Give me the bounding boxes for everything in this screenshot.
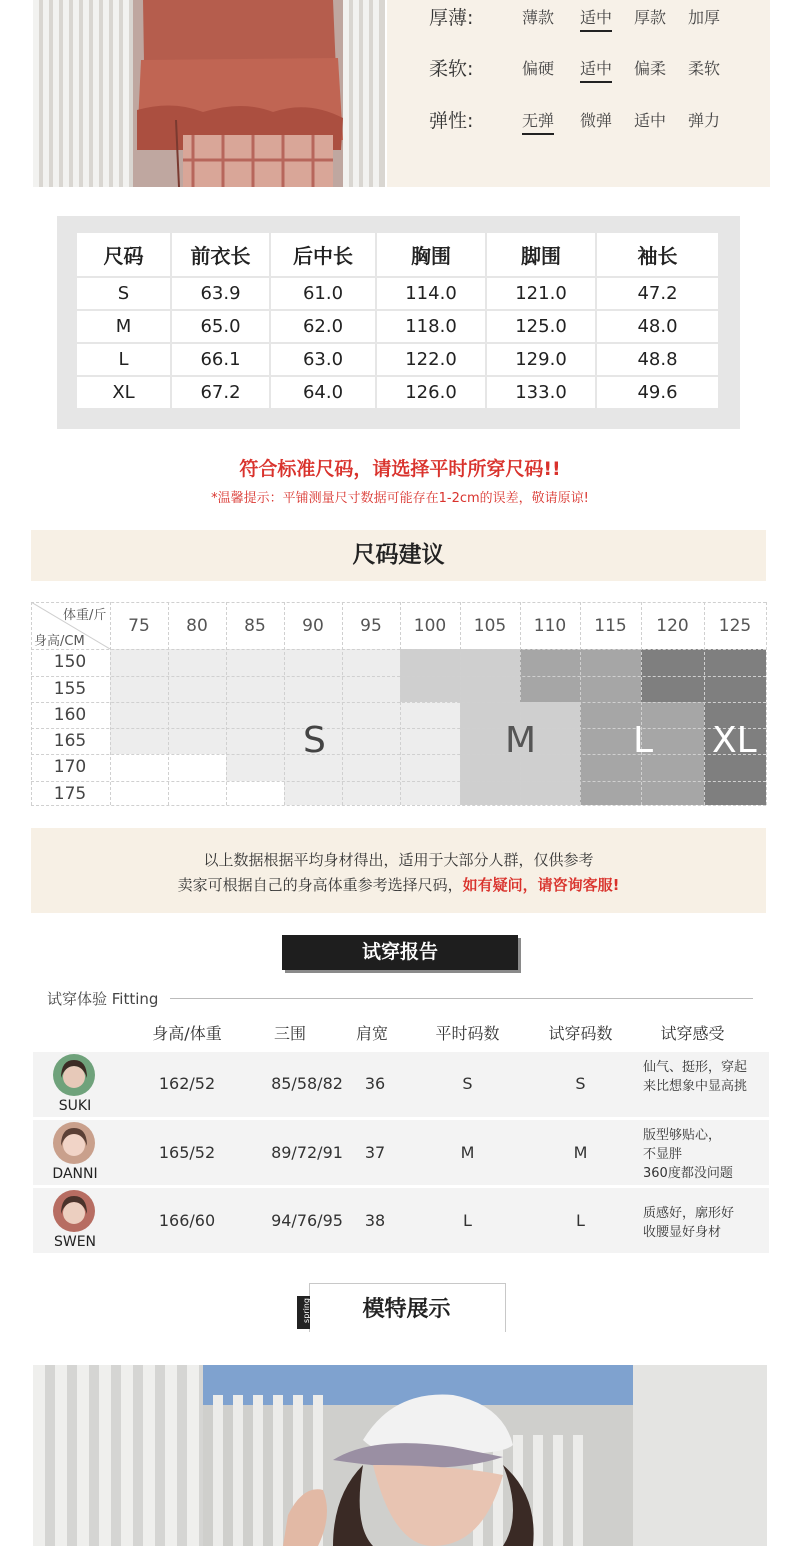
tester-name: SUKI [58,1098,92,1114]
fit-header-usual-size: 平时码数 [435,1024,500,1043]
size-table-cell: 133.0 [487,377,595,408]
attribute-option: 加厚 [688,8,721,27]
tester-measurements: 89/72/91 [271,1143,343,1162]
size-table-header [77,233,718,276]
fitting-row [33,1120,769,1185]
attribute-label: 柔软: [429,58,474,80]
size-table-cell: 125.0 [487,311,595,342]
reference-note-text: 卖家可根据自己的身高体重参考选择尺码， [177,876,463,894]
fit-header-feeling: 试穿感受 [660,1024,725,1043]
weight-label: 120 [656,616,689,636]
size-table-row [77,311,718,342]
spring-tag-text: spring [301,1298,311,1323]
attribute-option: 微弹 [580,111,613,130]
size-label-xl: XL [712,720,757,761]
tester-tried-size: S [575,1074,586,1093]
grid-line [766,602,767,805]
size-table-cell: 114.0 [377,278,485,309]
tester-name: SWEN [53,1234,97,1250]
fit-header-tried-size: 试穿码数 [548,1024,613,1043]
product-photo-top [33,0,385,187]
zone-s-bottom2 [284,781,460,805]
tester-height-weight: 162/52 [158,1074,216,1093]
fit-header-shoulder: 肩宽 [355,1024,388,1043]
size-table-cell: 62.0 [271,311,375,342]
weight-label: 105 [473,616,507,636]
size-table-header-cell: 尺码 [77,233,170,276]
reference-note-line2 [31,874,766,895]
grid-line [31,754,766,755]
height-label: 175 [53,784,87,804]
fitting-section-title: 试穿体验 Fitting [47,990,159,1008]
attribute-option: 厚款 [634,8,667,27]
size-table-header-cell: 脚围 [487,233,595,276]
tester-usual-size: S [462,1074,473,1093]
grid-line [31,781,766,782]
attribute-option: 柔软 [688,59,721,78]
height-label: 165 [53,731,87,751]
size-table-cell: 122.0 [377,344,485,375]
divider [170,998,753,999]
weight-label: 85 [244,616,266,636]
tester-feeling: 质感好，廓形好 收腰显好身材 [643,1206,735,1240]
size-table-cell: 64.0 [271,377,375,408]
weight-axis-header: 体重/斤 [63,608,107,623]
tester-shoulder: 37 [364,1143,386,1162]
weight-label: 115 [594,616,627,636]
tester-feeling: 仙气、挺形，穿起来比想象中显高挑 [643,1060,748,1094]
avatar [53,1054,95,1096]
weight-label: 110 [533,616,567,636]
size-table-cell: M [77,311,170,342]
fit-header-measurements: 三围 [273,1024,306,1043]
weight-label: 95 [360,616,382,636]
reference-note-highlight: 如有疑问，请咨询客服! [462,876,620,894]
height-label: 155 [53,679,87,699]
height-axis-header: 身高/CM [34,634,85,649]
tester-tried-size: M [573,1143,588,1162]
size-table-header-cell: 袖长 [597,233,718,276]
fitting-row [33,1052,769,1117]
tester-usual-size: M [460,1143,475,1162]
size-table-cell: 47.2 [597,278,718,309]
size-table-cell: 63.0 [271,344,375,375]
size-table-cell: 126.0 [377,377,485,408]
size-table-cell: L [77,344,170,375]
size-table-row [77,344,718,375]
weight-label: 125 [718,616,752,636]
size-table-cell: 63.9 [172,278,269,309]
weight-label: 100 [413,616,447,636]
size-table-cell: S [77,278,170,309]
size-table-cell: 49.6 [597,377,718,408]
height-label: 170 [53,757,87,777]
tester-name: DANNI [52,1166,98,1182]
size-label-l: L [633,720,654,761]
grid-line [31,805,766,806]
size-table-header-cell: 前衣长 [172,233,269,276]
size-suggestion-title: 尺码建议 [31,530,766,581]
grid-line [31,702,766,703]
zone-s-ext [400,702,460,781]
tester-shoulder: 38 [364,1211,386,1230]
grid-line [31,676,766,677]
tester-feeling: 版型够贴心， 不显胖 360度都没问题 [643,1128,733,1181]
size-notice-tip: *温馨提示：平铺测量尺寸数据可能存在1-2cm的误差，敬请原谅! [211,491,589,506]
tester-tried-size: L [576,1211,585,1230]
tester-height-weight: 165/52 [158,1143,216,1162]
attribute-option: 适中 [580,5,612,28]
tester-height-weight: 166/60 [158,1211,216,1230]
size-label-s: S [303,720,326,761]
size-table-cell: 129.0 [487,344,595,375]
fit-header-height-weight: 身高/体重 [152,1024,222,1043]
avatar [53,1190,95,1232]
model-photo [33,1365,767,1546]
size-table-cell: 61.0 [271,278,375,309]
size-table-cell: XL [77,377,170,408]
attribute-option: 弹力 [688,111,721,130]
size-table-cell: 65.0 [172,311,269,342]
attribute-option: 适中 [580,56,612,79]
size-table-cell: 121.0 [487,278,595,309]
attribute-option: 偏柔 [634,59,667,78]
size-suggestion-grid [31,602,766,805]
size-table-cell: 67.2 [172,377,269,408]
fitting-row [33,1188,769,1253]
tester-usual-size: L [463,1211,472,1230]
weight-label: 80 [186,616,208,636]
attribute-option: 偏硬 [522,59,555,78]
tester-measurements: 94/76/95 [271,1211,343,1230]
attribute-label: 厚薄: [429,7,474,29]
size-table-row [77,377,718,408]
size-table-header-cell: 胸围 [377,233,485,276]
size-table-row [77,278,718,309]
grid-line [31,649,766,650]
size-table [75,231,720,410]
avatar [53,1122,95,1164]
reference-note [31,828,766,913]
size-table-header-cell: 后中长 [271,233,375,276]
tester-measurements: 85/58/82 [271,1074,343,1093]
attribute-label: 弹性: [429,110,474,132]
size-table-cell: 48.8 [597,344,718,375]
grid-line [31,728,766,729]
size-table-cell: 118.0 [377,311,485,342]
size-chart [57,216,740,429]
model-showcase-title: 模特展示 [362,1297,451,1322]
height-label: 160 [53,705,87,725]
size-table-cell: 66.1 [172,344,269,375]
size-notice: 符合标准尺码，请选择平时所穿尺码!! [239,458,561,480]
tester-shoulder: 36 [364,1074,386,1093]
size-table-cell: 48.0 [597,311,718,342]
weight-label: 75 [128,616,150,636]
attribute-option: 无弹 [522,108,554,131]
grid-line [31,602,766,603]
attribute-option: 适中 [634,111,667,130]
fabric-attributes-panel [387,0,770,187]
height-label: 150 [53,652,87,672]
try-on-report-title: 试穿报告 [282,935,518,970]
reference-note-line1: 以上数据根据平均身材得出，适用于大部分人群，仅供参考 [203,851,594,869]
attribute-option: 薄款 [522,8,555,27]
size-label-m: M [505,720,537,761]
weight-label: 90 [302,616,324,636]
